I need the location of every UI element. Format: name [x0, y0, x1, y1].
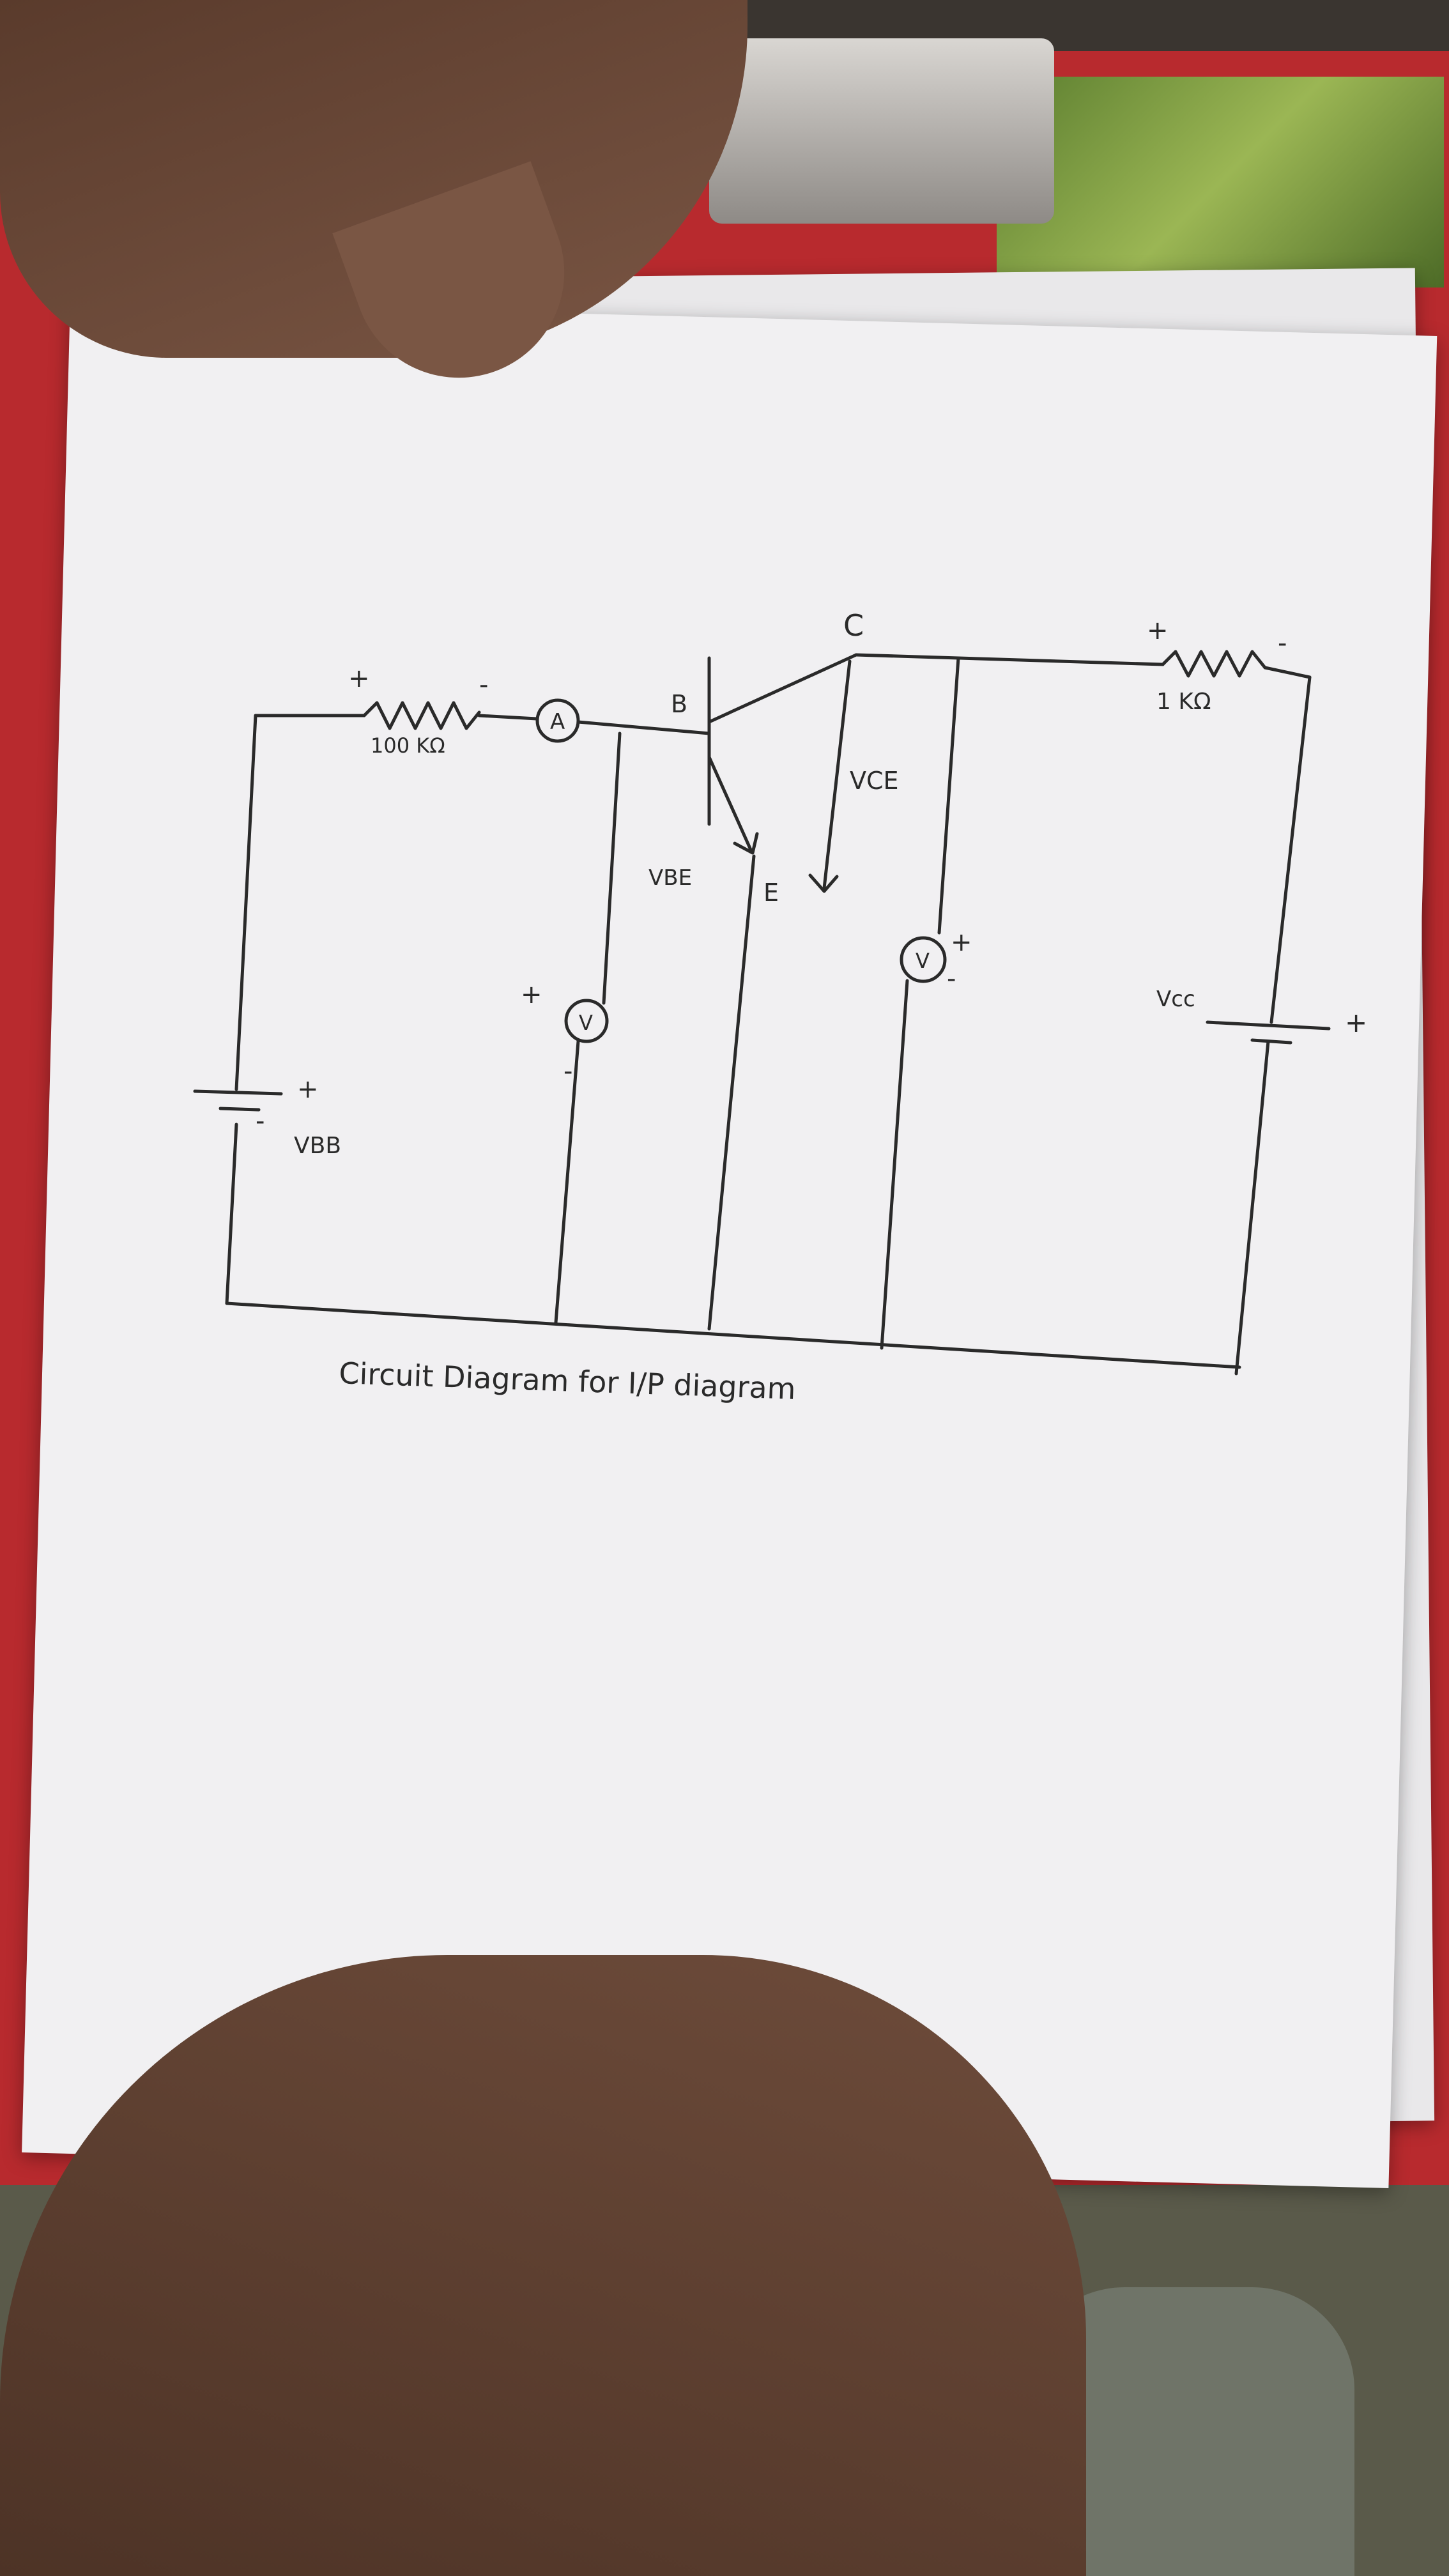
battery-vbb-long-plate [195, 1091, 281, 1094]
voltmeter-input-label: V [579, 1011, 593, 1035]
wire-vcc-down [1236, 1041, 1268, 1374]
wire-collector-top [856, 655, 1163, 664]
wire-output-voltmeter-bottom [882, 981, 907, 1348]
resistor-left-minus: - [479, 670, 489, 700]
battery-vbb-plus: + [297, 1075, 319, 1104]
resistor-left-zigzag [364, 703, 479, 728]
resistor-right-zigzag [1163, 652, 1265, 676]
resistor-right-plus: + [1147, 616, 1169, 645]
voltmeter-input-plus: + [521, 980, 542, 1009]
resistor-right-label: 1 KΩ [1156, 689, 1211, 715]
wire-right-vertical [1271, 677, 1310, 1022]
wire-resistor-right-to-corner [1265, 668, 1310, 677]
voltmeter-output-label: V [916, 949, 930, 973]
wire-output-voltmeter-top [939, 658, 958, 933]
battery-vcc-long-plate [1208, 1022, 1329, 1029]
resistor-right-minus: - [1278, 629, 1287, 658]
transistor-base-label: B [671, 690, 688, 718]
voltmeter-input-minus: - [564, 1057, 573, 1086]
resistor-left-label: 100 KΩ [371, 733, 445, 758]
vbe-label: VBE [648, 865, 693, 891]
transistor-emitter [709, 757, 751, 850]
battery-vbb-short-plate [220, 1108, 259, 1110]
wire-left-vertical [236, 716, 256, 1089]
resistor-left-plus: + [348, 664, 370, 693]
wire-resistor-to-ammeter [479, 716, 537, 719]
transistor-collector [709, 655, 856, 722]
wire-input-voltmeter-top [604, 733, 620, 1003]
battery-vcc-short-plate [1252, 1040, 1291, 1043]
caption: Circuit Diagram for I/P diagram [338, 1356, 797, 1406]
transistor-collector-label: C [843, 608, 864, 643]
battery-vbb-label: VBB [294, 1133, 342, 1159]
wire-ammeter-to-base [578, 722, 709, 733]
vce-label: VCE [850, 767, 899, 795]
battery-vbb-minus: - [256, 1107, 265, 1136]
wire-left-vertical-lower [227, 1124, 236, 1303]
voltmeter-output-plus: + [951, 928, 972, 957]
transistor-emitter-label: E [763, 878, 779, 907]
voltmeter-output-minus: - [947, 964, 956, 993]
battery-vcc-label: Vcc [1156, 986, 1195, 1012]
battery-vcc-plus: + [1345, 1007, 1368, 1038]
ammeter-label: A [550, 709, 565, 735]
vce-arrow-line [824, 661, 850, 888]
wire-emitter-down [709, 856, 754, 1329]
